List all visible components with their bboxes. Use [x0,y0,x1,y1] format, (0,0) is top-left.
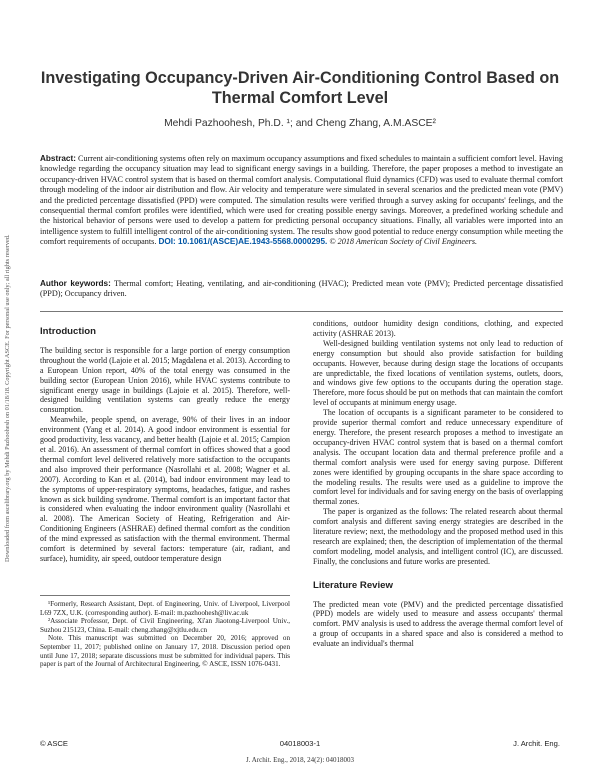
intro-paragraph-2: Meanwhile, people spend, on average, 90% of their lives in an indoor environment (Yang et al. 2014). A good indoor environment is essential for good productivity, less vacancy, and better health (Lajoie et al. 2015; Campion et al. 2016). An assessment of thermal comfort in offices showed that a good thermal comfort level delivered relatively more satisfaction to the occupants and also improved their performance (Nasrollahi et al. 2008; Wagner et al. 2007). According to Kan et al. (2014), bad indoor environment may lead to the symptoms of upper-respiratory symptoms, headaches, fatigue, and rashes known as sick building syndrome. Thermal comfort is an important factor that is considered when evaluating the indoor environment quality (Nasrollahi et al. 2008). The American Society of Heating, Refrigeration and Air-Conditioning Engineers (ASHRAE) defined thermal comfort as the condition of the mind expressed as satisfaction with the thermal environment. Thermal comfort is determined by several factors: temperature (air, radiant, and surface), humidity, air speed, outdoor temperature design [40,415,290,563]
download-notice: Downloaded from ascelibrary.org by Mehdi Pazhoohesh on 01/18/18. Copyright ASCE. For personal use only; all rights reserved. [4,234,11,562]
introduction-heading: Introduction [40,326,96,337]
footer-page-id: 04018003-1 [279,739,321,748]
abstract-label: Abstract: [40,154,76,163]
right-paragraph-1: Well-designed building ventilation systems not only lead to reduction of energy consumption but should also provide satisfaction for building occupants. However, because during design stage the locations of occupants are unpredictable, the fixed locations of ventilation systems, outlets, doors, and windows give few options to the occupants during the operation stage. Therefore, more focus should be put on methods that can maintain the comfort level of occupants at minimum energy usage. [313,338,563,408]
footnote-note: Note. This manuscript was submitted on December 20, 2016; approved on September 11, 2017; published online on January 17, 2018. Discussion period open until June 17, 2018; separate discussions must be submitted for individual papers. This paper is part of the Journal of Architectural Engineering, © ASCE, ISSN 1076-0431. [40,634,290,669]
section-divider [40,311,563,312]
right-paragraph-0: conditions, outdoor humidity design conditions, clothing, and expected activity (ASHRAE 2013). [313,319,563,338]
abstract [40,154,563,248]
footnote-rule [40,595,290,596]
article-authors: Mehdi Pazhoohesh, Ph.D. ¹; and Cheng Zhang, A.M.ASCE² [164,118,436,129]
right-column [313,319,563,649]
keywords-text: Thermal comfort; Heating, ventilating, and air-conditioning (HVAC); Predicted mean vote (PMV); Predicted percentage dissatisfied (PPD); Occupancy driven. [40,279,564,299]
footnote-2: ²Associate Professor, Dept. of Civil Engineering, Xi'an Jiaotong-Liverpool Univ., Suzhou 215123, China. E-mail: cheng.zhang@xjtlu.edu.cn [40,617,290,634]
footer-journal: J. Archit. Eng. [513,739,560,748]
doi-link[interactable]: DOI: 10.1061/(ASCE)AE.1943-5568.0000295. [158,237,328,247]
footnote-1: ¹Formerly, Research Assistant, Dept. of Engineering, Univ. of Liverpool, Liverpool L69 7ZX, U.K. (corresponding author). E-mail: m.pazhoohesh@liv.ac.uk [40,600,290,617]
right-paragraph-2: The location of occupants is a significant parameter to be considered to provide superior thermal comfort and reduce unnecessary expenditure of energy. Therefore, the present research proposes a method to investigate an occupancy-driven HVAC control system that is based on a thermal comfort analysis. The occupant location data and thermal preference profile and a thermal comfort analysis were used for energy saving purpose. Different zones were identified by grouping occupants in the share space according to the modeling results. The results were used as a guideline to improve the comfort level for individuals and for saving energy on the basis of overlapping thermal zones. [313,408,563,507]
right-paragraph-4: The predicted mean vote (PMV) and the predicted percentage dissatisfied (PPD) models are widely used to measure and assess occupants' thermal comfort. PMV analysis is used to address the average thermal comfort level of a group of occupants in a shared space and also is considered a method to evaluate an individual's thermal [313,599,563,649]
left-column [40,327,290,564]
abstract-copyright: © 2018 American Society of Civil Engineers. [327,237,478,247]
abstract-text: Current air-conditioning systems often rely on maximum occupancy assumptions and fixed schedules to maintain a sufficient comfort level. Having knowledge regarding the occupancy situation may lead to significant energy savings in a building. Therefore, the paper proposes a method to investigate an occupancy-driven HVAC control system that is based on thermal comfort analysis. Computational fluid dynamics (CFD) was used to evaluate thermal comfort through modeling of the indoor air distribution and flow. Air velocity and temperature were simulated in several scenarios and the predicted mean vote (PMV) and the predicted percentage dissatisfied (PPD) were computed. The simulation results were verified through a survey asking for occupants' feelings, and the consequential thermal comfort profiles were identified, which were used for creating possible energy savings. Moreover, a predefined working schedule and the historical behavior of persons were used to develop a pattern for predicting personal occupancy situations. Finally, all variables were imported into an intelligence system to fulfill intelligent control of the air-conditioning system. The results show good potential to reduce energy consumption while meeting the comfort requirements of occupants. [40,154,563,247]
footnotes [40,595,290,669]
download-sidebar [0,170,14,570]
intro-paragraph-1: The building sector is responsible for a large portion of energy consumption throughout the world (Lajoie et al. 2015; Magdalena et al. 2013). According to a European Union report, 40% of the total energy was consumed in the building sector (European Union 2016), while HVAC systems contribute to significant energy usage in buildings (Lajoie et al. 2015). Therefore, well-designed building ventilation systems can greatly reduce the energy consumption. [40,345,290,415]
article-title: Investigating Occupancy-Driven Air-Conditioning Control Based on Thermal Comfort Level [40,69,560,107]
literature-review-heading: Literature Review [313,579,393,591]
footer-citation: J. Archit. Eng., 2018, 24(2): 04018003 [245,756,355,764]
footer-copyright: © ASCE [40,739,68,748]
keywords-label: Author keywords: [40,279,111,288]
author-keywords [40,279,563,300]
right-paragraph-3: The paper is organized as the follows: The related research about thermal comfort analysis and different saving energy strategies are described in the literature review; next, the methodology and the proposed method used in this research are explained; then, the description of implementation of the thermal comfort modeling, model analysis, and intelligent control (IC), are discussed. Finally, the conclusions and future works are presented. [313,507,563,566]
